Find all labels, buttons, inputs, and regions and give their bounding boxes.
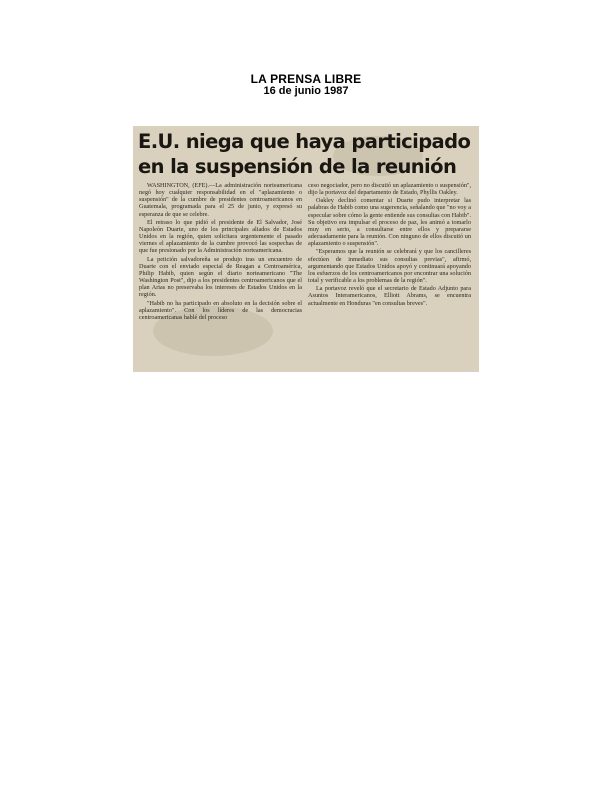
headline-line-1: E.U. niega que haya participado — [138, 130, 471, 153]
headline-line-2: en la suspensión de la reunión — [138, 155, 457, 178]
article-paragraph: La portavoz reveló que el secretario de Estado Adjunto para Asuntos Interamericanos, Elliott Abrams, se encuentra actualmente en Honduras "en consultas breves". — [308, 285, 471, 307]
newspaper-name: LA PRENSA LIBRE — [250, 72, 362, 86]
publication-date: 16 de junio 1987 — [263, 85, 349, 97]
article-paragraph: El retraso lo que pidió el presidente de El Salvador, José Napoleón Duarte, uno de los principales aliados de Estados Unidos en la región, quien solicitara urgentemente el pasado viernes el aplazamiento de la cumbre provocó las sospechas de que fue presionado por la Administración norteamericana. — [139, 218, 302, 255]
article-paragraph: "Esperamos que la reunión se celebrará y que los cancilleres efectúen de inmediato sus consultas previas", afirmó, argumentando que Estados Unidos apoyó y continuará apoyando los esfuerzos de los centroamericanos por encontrar una solución total y verificable a los problemas de la región". — [308, 248, 471, 285]
article-paragraph: WASHINGTON, (EFE).—La administración norteamericana negó hoy cualquier responsabilidad en el "aplazamiento o suspensión" de la cumbre de presidentes centroamericanos en Guatemala, programada para el 25 de junio, y expresó su esperanza de que se celebre. — [139, 182, 302, 218]
article-column-right — [308, 182, 471, 307]
newspaper-clipping — [133, 126, 479, 372]
article-paragraph: ceso negociador, pero no discutió un aplazamiento o suspensión", dijo la portavoz del departamento de Estado, Phyllis Oakley. — [308, 182, 471, 197]
article-paragraph: Oakley declinó comentar si Duarte pudo interpretar las palabras de Habib como una sugerencia, señalando que "no voy a especular sobre cómo la gente entiende sus consultas con Habib". Su objetivo era impulsar el proceso de paz, les animó a tomarlo muy en serio, a consultarse entre ellos y prepararse adecuadamente para la reunión. Con ninguno de ellos discutió un aplazamiento o suspensión". — [308, 197, 471, 248]
article-column-left — [139, 182, 302, 321]
article-paragraph: "Habib no ha participado en absoluto en la decisión sobre el aplazamiento". Con los líderes de las democracias centroamericanas hablé del proceso — [139, 299, 302, 321]
article-paragraph: La petición salvadoreña se produjo tras un encuentro de Duarte con el enviado especial de Reagan a Centroamérica, Philip Habib, quien según el diario norteamericano "The Washington Post", dijo a los presidentes centroamericanos que el plan Arias no preservaba los intereses de Estados Unidos en la región. — [139, 255, 302, 299]
